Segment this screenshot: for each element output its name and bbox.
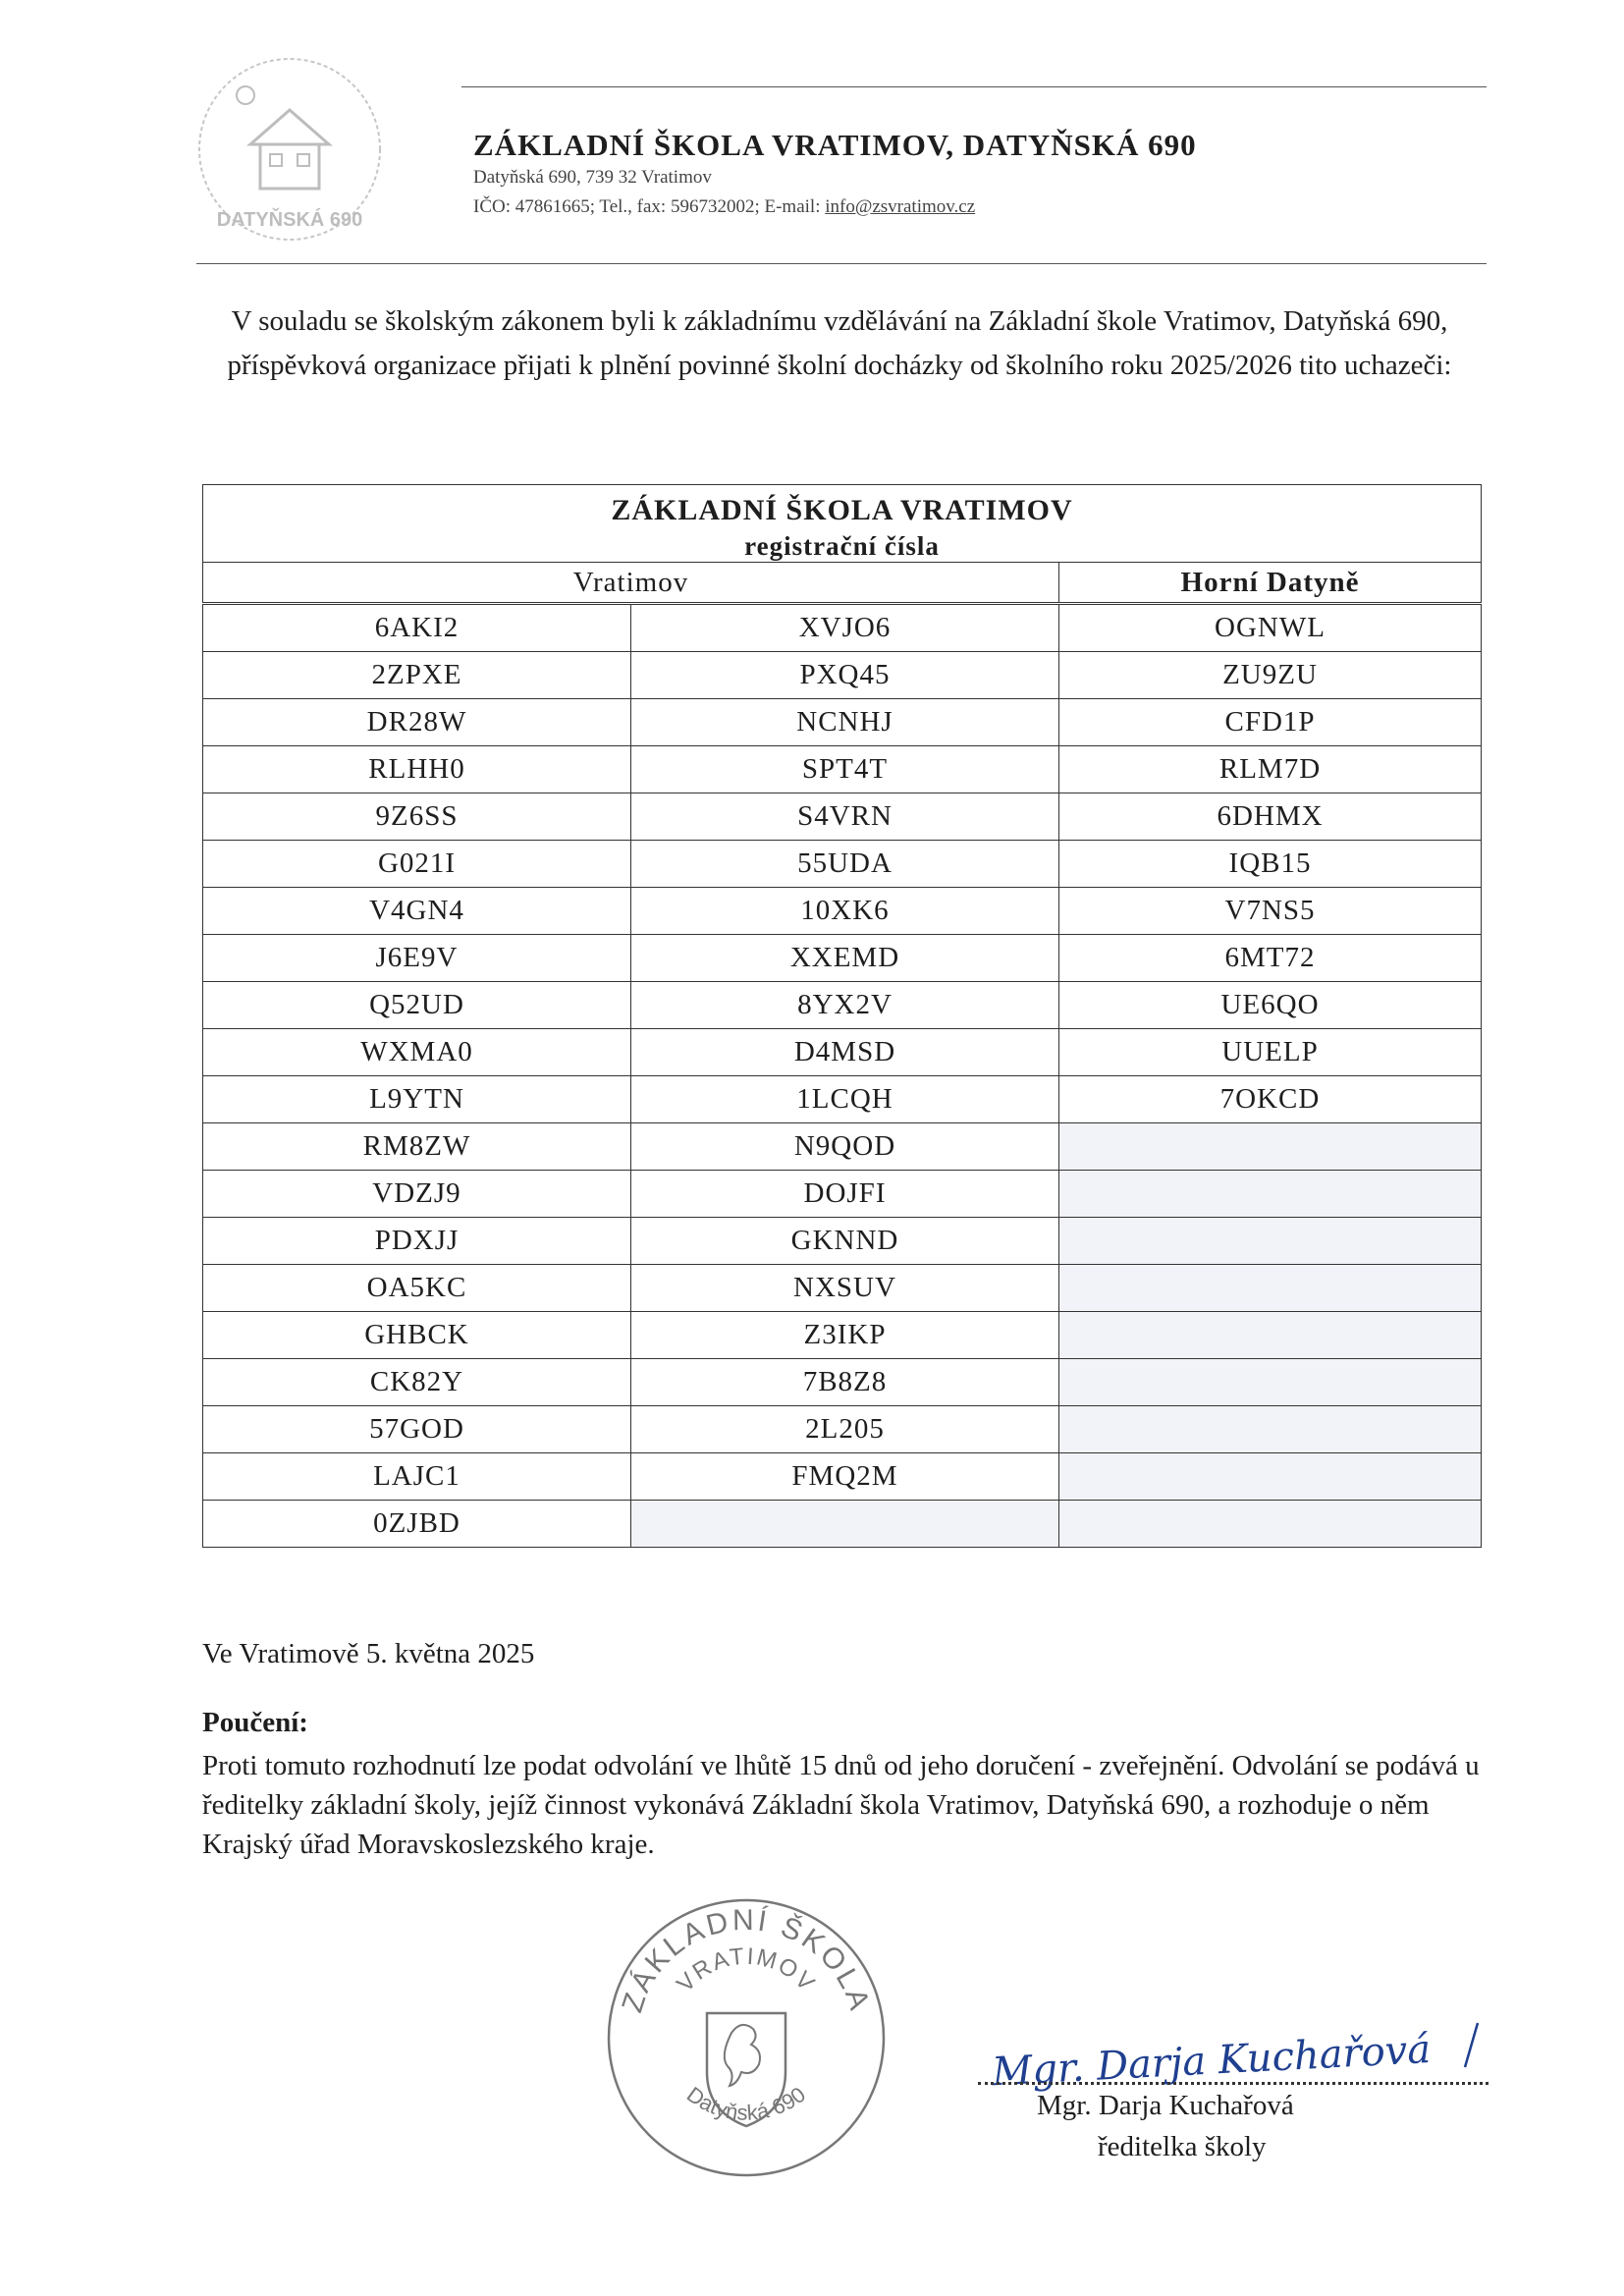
registration-code-cell: UUELP: [1059, 1029, 1482, 1076]
registration-code-cell: XVJO6: [631, 604, 1059, 652]
registration-code-cell: DR28W: [203, 699, 631, 746]
table-row: [203, 1218, 1482, 1265]
registration-code-cell: [1059, 1501, 1482, 1548]
table-row: [203, 888, 1482, 935]
date-line: Ve Vratimově 5. května 2025: [202, 1638, 535, 1669]
registration-code-cell: [1059, 1453, 1482, 1501]
signer-name: Mgr. Darja Kuchařová: [1037, 2090, 1294, 2121]
school-stamp: [599, 1890, 893, 2185]
table-row: [203, 652, 1482, 699]
notice-body: Proti tomuto rozhodnutí lze podat odvolání ve lhůtě 15 dnů od jeho doručení - zveřejnění. Odvolání se podává u ředitelky základní školy, jejíž činnost vykonává Základní škola Vratimov, Datyňská 690, a rozhoduje o něm Krajský úřad Moravskoslezského kraje.: [202, 1750, 1480, 1860]
registration-code-cell: 2ZPXE: [203, 652, 631, 699]
school-address: Datyňská 690, 739 32 Vratimov: [473, 167, 712, 188]
registration-code-cell: 1LCQH: [631, 1076, 1059, 1123]
registration-code-cell: WXMA0: [203, 1029, 631, 1076]
registration-code-cell: 7OKCD: [1059, 1076, 1482, 1123]
registration-code-cell: NXSUV: [631, 1265, 1059, 1312]
registration-code-cell: Z3IKP: [631, 1312, 1059, 1359]
table-row: [203, 1076, 1482, 1123]
registration-code-cell: OA5KC: [203, 1265, 631, 1312]
table-row: [203, 1171, 1482, 1218]
table-row: [203, 699, 1482, 746]
table-row: [203, 1406, 1482, 1453]
registration-code-cell: V4GN4: [203, 888, 631, 935]
registration-code-cell: [1059, 1359, 1482, 1406]
registration-code-cell: RLM7D: [1059, 746, 1482, 793]
registration-code-cell: DOJFI: [631, 1171, 1059, 1218]
registration-code-cell: UE6QO: [1059, 982, 1482, 1029]
school-logo: [191, 51, 388, 247]
table-row: [203, 1359, 1482, 1406]
table-row: [203, 982, 1482, 1029]
registration-code-cell: 55UDA: [631, 841, 1059, 888]
signature-line: [978, 2082, 1489, 2085]
table-subtitle: registrační čísla: [203, 530, 1482, 563]
logo-text: DATYŇSKÁ 690: [216, 209, 363, 231]
table-row: [203, 1029, 1482, 1076]
table-row: [203, 1501, 1482, 1548]
registration-code-cell: N9QOD: [631, 1123, 1059, 1171]
registration-code-cell: 6AKI2: [203, 604, 631, 652]
registration-code-cell: [1059, 1171, 1482, 1218]
registration-code-cell: J6E9V: [203, 935, 631, 982]
registration-code-cell: 9Z6SS: [203, 793, 631, 841]
registration-code-cell: 6DHMX: [1059, 793, 1482, 841]
group-header-horni-datyne: Horní Datyně: [1059, 563, 1482, 604]
header-rule-bottom: [196, 263, 1487, 264]
table-row: [203, 1265, 1482, 1312]
registration-code-cell: ZU9ZU: [1059, 652, 1482, 699]
table-title: ZÁKLADNÍ ŠKOLA VRATIMOV: [203, 485, 1482, 531]
registration-code-cell: RM8ZW: [203, 1123, 631, 1171]
stamp-top-text: ZÁKLADNÍ ŠKOLA: [616, 1903, 877, 2017]
intro-text: V souladu se školským zákonem byli k základnímu vzdělávání na Základní škole Vratimov, Datyňská 690, příspěvková organizace přijati k plnění povinné školní docházky od školního roku 2025/2026 tito uchazeči:: [227, 305, 1452, 381]
stamp-bottom-text: Datyňská 690: [681, 2081, 811, 2125]
registration-code-cell: SPT4T: [631, 746, 1059, 793]
table-row: [203, 793, 1482, 841]
registration-code-cell: NCNHJ: [631, 699, 1059, 746]
registration-code-cell: Q52UD: [203, 982, 631, 1029]
signer-role: ředitelka školy: [1098, 2131, 1267, 2162]
registration-code-cell: IQB15: [1059, 841, 1482, 888]
registration-code-cell: CFD1P: [1059, 699, 1482, 746]
registration-code-cell: [1059, 1123, 1482, 1171]
contact-prefix: IČO: 47861665; Tel., fax: 596732002; E-mail:: [473, 196, 826, 217]
registration-code-cell: [1059, 1265, 1482, 1312]
registration-code-cell: 7B8Z8: [631, 1359, 1059, 1406]
registration-code-cell: PDXJJ: [203, 1218, 631, 1265]
registration-code-cell: G021I: [203, 841, 631, 888]
table-row: [203, 841, 1482, 888]
registration-code-cell: CK82Y: [203, 1359, 631, 1406]
svg-text:VRATIMOV: [672, 1943, 821, 1997]
registration-code-cell: VDZJ9: [203, 1171, 631, 1218]
registration-code-cell: D4MSD: [631, 1029, 1059, 1076]
table-row: [203, 935, 1482, 982]
registration-code-cell: 10XK6: [631, 888, 1059, 935]
notice-heading: Poučení:: [202, 1707, 308, 1738]
registration-code-cell: L9YTN: [203, 1076, 631, 1123]
table-row: [203, 746, 1482, 793]
registration-code-cell: GHBCK: [203, 1312, 631, 1359]
signature-script: Mgr. Darja Kuchařová: [991, 2026, 1433, 2096]
registration-code-cell: 57GOD: [203, 1406, 631, 1453]
registration-code-cell: V7NS5: [1059, 888, 1482, 935]
table-row: [203, 1453, 1482, 1501]
registration-code-cell: [1059, 1218, 1482, 1265]
group-header-vratimov: Vratimov: [203, 563, 1059, 604]
registration-code-cell: 8YX2V: [631, 982, 1059, 1029]
registration-code-cell: [631, 1501, 1059, 1548]
registration-table: [202, 484, 1482, 1548]
registration-code-cell: 6MT72: [1059, 935, 1482, 982]
table-row: [203, 1123, 1482, 1171]
header-rule-top: [461, 86, 1487, 87]
registration-code-cell: XXEMD: [631, 935, 1059, 982]
email-link[interactable]: info@zsvratimov.cz: [825, 196, 976, 217]
table-row: [203, 1312, 1482, 1359]
registration-code-cell: LAJC1: [203, 1453, 631, 1501]
registration-code-cell: PXQ45: [631, 652, 1059, 699]
stamp-lion-icon: [725, 2025, 760, 2086]
stamp-inner-text: VRATIMOV: [672, 1942, 821, 1998]
registration-code-cell: GKNND: [631, 1218, 1059, 1265]
registration-code-cell: 2L205: [631, 1406, 1059, 1453]
school-contact: [473, 196, 975, 218]
registration-code-cell: [1059, 1312, 1482, 1359]
table-row: [203, 604, 1482, 652]
registration-code-cell: 0ZJBD: [203, 1501, 631, 1548]
registration-code-cell: RLHH0: [203, 746, 631, 793]
registration-code-cell: [1059, 1406, 1482, 1453]
school-name: ZÁKLADNÍ ŠKOLA VRATIMOV, DATYŇSKÁ 690: [473, 128, 1197, 162]
registration-code-cell: FMQ2M: [631, 1453, 1059, 1501]
handwritten-signature: [982, 2013, 1502, 2102]
registration-code-cell: S4VRN: [631, 793, 1059, 841]
svg-text:Datyňská 690: [682, 2082, 810, 2125]
registration-code-cell: OGNWL: [1059, 604, 1482, 652]
